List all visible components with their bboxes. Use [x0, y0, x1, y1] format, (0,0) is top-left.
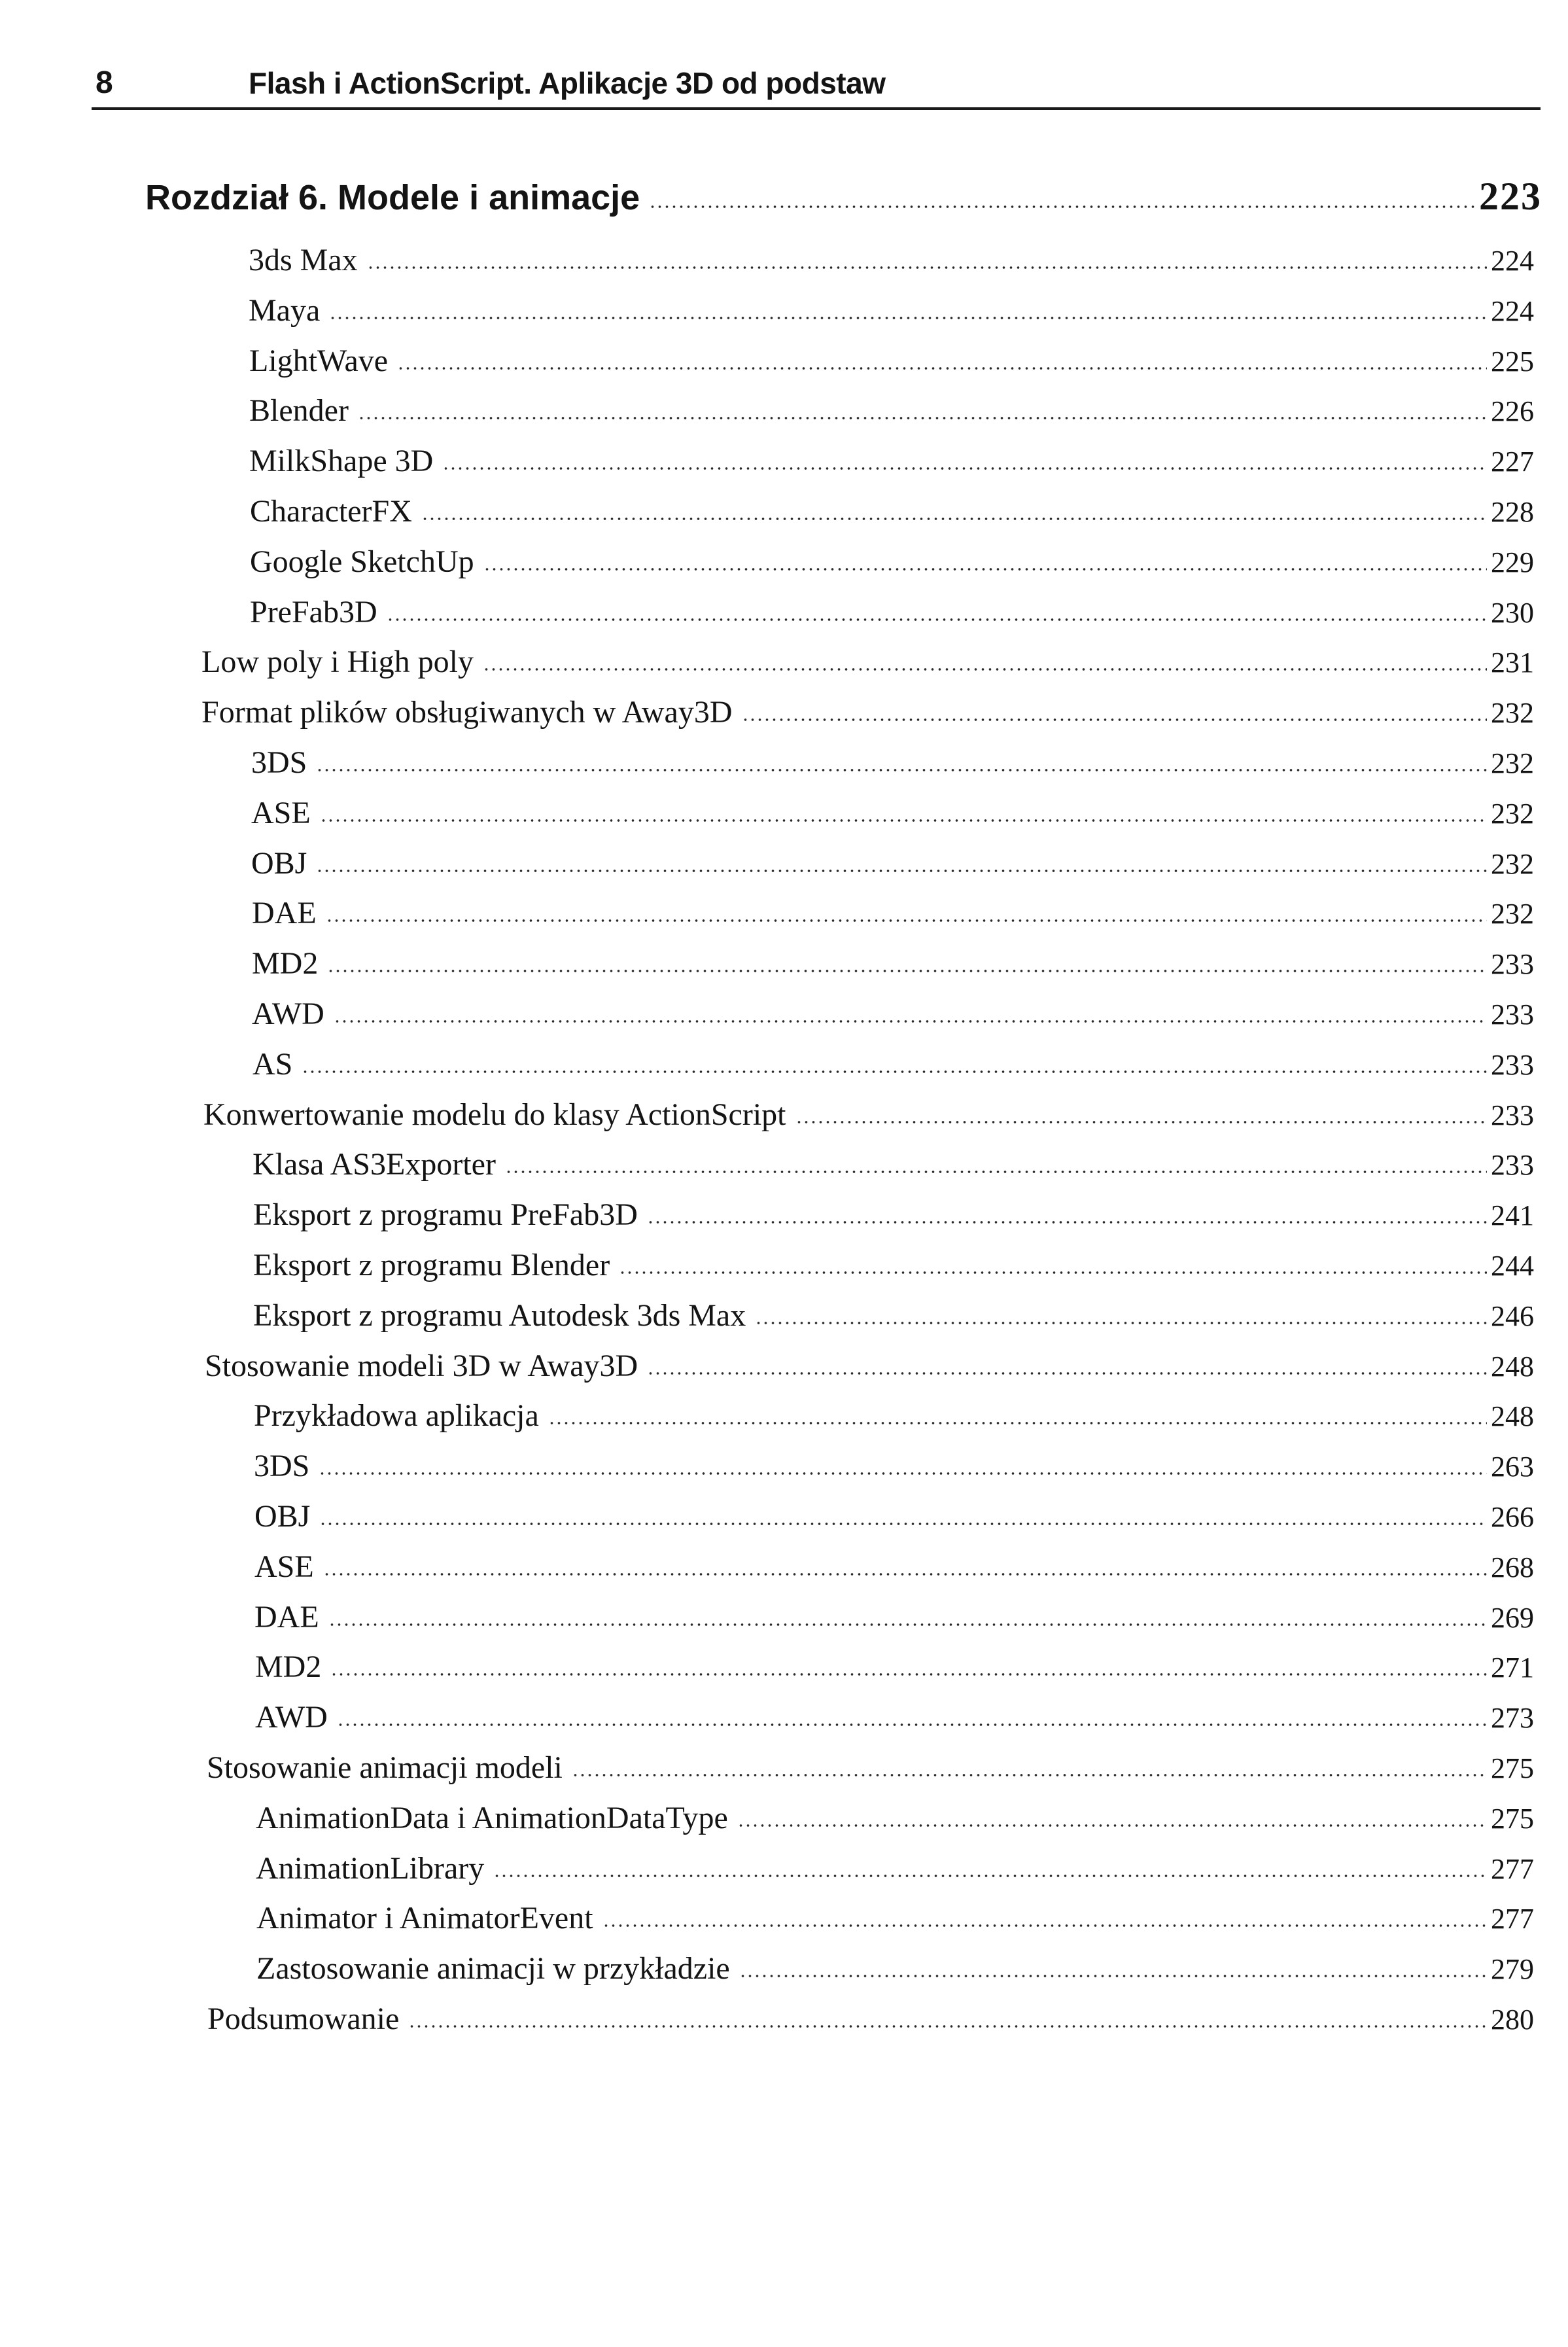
- entry-page-number: 230: [1491, 597, 1534, 629]
- entry-page-number: 277: [1491, 1853, 1534, 1885]
- dot-leader: [334, 1019, 1487, 1024]
- dot-leader: [755, 1320, 1487, 1326]
- toc-section-entry[interactable]: [207, 1994, 1534, 2044]
- dot-leader: [329, 315, 1487, 321]
- entry-page-number: 273: [1491, 1702, 1534, 1734]
- entry-title: MD2: [255, 1650, 322, 1684]
- dot-leader: [367, 265, 1487, 270]
- entry-page-number: 233: [1491, 998, 1534, 1031]
- entry-title: DAE: [254, 1600, 319, 1634]
- entry-title: 3ds Max: [249, 243, 358, 277]
- entry-title: Stosowanie modeli 3D w Away3D: [205, 1349, 638, 1383]
- entry-title: OBJ: [251, 846, 307, 881]
- toc-subsection-entry[interactable]: [249, 336, 1534, 386]
- entry-page-number: 232: [1491, 747, 1534, 779]
- entry-page-number: 228: [1491, 496, 1534, 528]
- toc-section-entry[interactable]: [203, 1090, 1534, 1140]
- dot-leader: [328, 1622, 1487, 1627]
- dot-leader: [739, 1973, 1487, 1979]
- entry-page-number: 275: [1491, 1803, 1534, 1835]
- toc-subsection-entry[interactable]: [249, 236, 1534, 285]
- dot-leader: [397, 366, 1487, 371]
- entry-page-number: 279: [1491, 1953, 1534, 1985]
- toc-section-entry[interactable]: [207, 1743, 1534, 1793]
- toc-subsection-entry[interactable]: [253, 1190, 1534, 1240]
- entry-title: Maya: [249, 293, 321, 328]
- toc-subsection-entry[interactable]: [252, 989, 1534, 1039]
- entry-title: CharacterFX: [250, 494, 412, 529]
- entry-title: AWD: [255, 1700, 328, 1735]
- entry-page-number: 277: [1491, 1903, 1534, 1935]
- entry-title: Klasa AS3Exporter: [253, 1147, 496, 1182]
- toc-subsection-entry[interactable]: [251, 738, 1534, 788]
- entry-title: PreFab3D: [250, 595, 377, 629]
- toc-chapter-heading[interactable]: [145, 169, 1542, 224]
- entry-title: ASE: [251, 796, 311, 830]
- dot-leader: [647, 1371, 1487, 1376]
- entry-title: Przykładowa aplikacja: [254, 1398, 539, 1433]
- dot-leader: [316, 868, 1487, 874]
- entry-page-number: 233: [1491, 948, 1534, 980]
- toc-subsection-entry[interactable]: [254, 1593, 1534, 1642]
- dot-leader: [493, 1873, 1487, 1879]
- entry-title: AS: [253, 1047, 293, 1082]
- entry-title: DAE: [252, 896, 317, 930]
- entry-title: Zastosowanie animacji w przykładzie: [256, 1951, 730, 1986]
- toc-subsection-entry[interactable]: [256, 1894, 1534, 1943]
- entry-title: Low poly i High poly: [201, 644, 474, 679]
- chapter-title: Rozdział 6. Modele i animacje: [145, 178, 640, 217]
- entry-page-number: 232: [1491, 697, 1534, 729]
- entry-page-number: 275: [1491, 1752, 1534, 1784]
- entry-title: Eksport z programu PreFab3D: [253, 1197, 638, 1232]
- toc-subsection-entry[interactable]: [256, 1944, 1534, 1994]
- entry-title: Podsumowanie: [207, 2002, 400, 2036]
- dot-leader: [795, 1120, 1487, 1125]
- toc-subsection-entry[interactable]: [250, 487, 1534, 537]
- dot-leader: [647, 1220, 1487, 1225]
- dot-leader: [326, 918, 1487, 923]
- toc-section-entry[interactable]: [205, 1341, 1534, 1391]
- entry-page-number: 224: [1491, 295, 1534, 327]
- entry-title: LightWave: [249, 344, 389, 378]
- toc-subsection-entry[interactable]: [250, 537, 1534, 587]
- dot-leader: [408, 2024, 1487, 2029]
- entry-page-number: 266: [1491, 1501, 1534, 1533]
- entry-title: Animator i AnimatorEvent: [256, 1901, 593, 1935]
- toc-subsection-entry[interactable]: [256, 1844, 1534, 1894]
- toc-subsection-entry[interactable]: [255, 1693, 1534, 1742]
- toc-subsection-entry[interactable]: [253, 1291, 1534, 1341]
- entry-title: AWD: [252, 997, 324, 1031]
- entry-page-number: 233: [1491, 1149, 1534, 1181]
- toc-subsection-entry[interactable]: [252, 939, 1534, 989]
- entry-page-number: 232: [1491, 898, 1534, 930]
- entry-page-number: 231: [1491, 646, 1534, 679]
- page-number: 8: [96, 65, 113, 100]
- dot-leader: [483, 667, 1487, 672]
- toc-section-entry[interactable]: [201, 637, 1534, 687]
- dot-leader: [323, 1572, 1487, 1577]
- entry-title: Stosowanie animacji modeli: [207, 1750, 563, 1785]
- entry-title: MilkShape 3D: [249, 444, 434, 478]
- dot-leader: [548, 1421, 1487, 1426]
- toc-subsection-entry[interactable]: [255, 1642, 1534, 1692]
- toc-section-entry[interactable]: [201, 688, 1534, 737]
- entry-page-number: 232: [1491, 798, 1534, 830]
- entry-title: ASE: [254, 1549, 314, 1584]
- entry-page-number: 246: [1491, 1300, 1534, 1332]
- entry-title: 3DS: [254, 1449, 310, 1483]
- dot-leader: [330, 1672, 1487, 1677]
- dot-leader: [337, 1722, 1487, 1727]
- toc-subsection-entry[interactable]: [253, 1140, 1534, 1190]
- entry-page-number: 232: [1491, 848, 1534, 880]
- dot-leader: [737, 1823, 1487, 1828]
- dot-leader: [619, 1270, 1487, 1275]
- toc-subsection-entry[interactable]: [254, 1542, 1534, 1592]
- entry-page-number: 244: [1491, 1250, 1534, 1282]
- entry-title: OBJ: [254, 1499, 311, 1534]
- entry-page-number: 229: [1491, 546, 1534, 578]
- entry-title: AnimationData i AnimationDataType: [256, 1801, 728, 1835]
- entry-title: 3DS: [251, 745, 307, 780]
- entry-title: MD2: [252, 946, 319, 981]
- dot-leader: [327, 968, 1487, 974]
- dot-leader: [387, 617, 1487, 622]
- toc-subsection-entry[interactable]: [249, 436, 1534, 486]
- entry-page-number: 271: [1491, 1651, 1534, 1684]
- dot-leader: [505, 1169, 1487, 1174]
- book-title: Flash i ActionScript. Aplikacje 3D od podstaw: [249, 66, 886, 100]
- toc-subsection-entry[interactable]: [256, 1793, 1534, 1843]
- toc-subsection-entry[interactable]: [253, 1241, 1534, 1290]
- entry-page-number: 233: [1491, 1099, 1534, 1131]
- entry-page-number: 226: [1491, 395, 1534, 427]
- entry-page-number: 268: [1491, 1551, 1534, 1583]
- entry-title: Format plików obsługiwanych w Away3D: [201, 695, 733, 730]
- chapter-page-number: 223: [1479, 175, 1542, 218]
- toc-subsection-entry[interactable]: [249, 386, 1534, 436]
- toc-subsection-entry[interactable]: [253, 1040, 1534, 1089]
- toc-subsection-entry[interactable]: [249, 286, 1534, 336]
- entry-title: Eksport z programu Autodesk 3ds Max: [253, 1298, 746, 1333]
- toc-subsection-entry[interactable]: [251, 788, 1534, 838]
- entry-page-number: 280: [1491, 2003, 1534, 2036]
- dot-leader: [742, 717, 1487, 722]
- entry-title: Blender: [249, 393, 349, 428]
- dot-leader: [483, 567, 1487, 572]
- entry-title: Eksport z programu Blender: [253, 1248, 610, 1282]
- dot-leader: [320, 818, 1487, 823]
- entry-title: AnimationLibrary: [256, 1851, 485, 1886]
- toc-subsection-entry[interactable]: [254, 1492, 1534, 1542]
- entry-page-number: 227: [1491, 446, 1534, 478]
- dot-leader: [602, 1923, 1487, 1928]
- entry-page-number: 225: [1491, 345, 1534, 378]
- dot-leader: [358, 415, 1487, 421]
- entry-title: Google SketchUp: [250, 544, 474, 579]
- dot-leader: [572, 1773, 1487, 1778]
- toc-subsection-entry[interactable]: [254, 1441, 1534, 1491]
- entry-page-number: 241: [1491, 1199, 1534, 1231]
- entry-title: Konwertowanie modelu do klasy ActionScript: [203, 1097, 786, 1132]
- toc-subsection-entry[interactable]: [251, 839, 1534, 889]
- entry-page-number: 233: [1491, 1049, 1534, 1081]
- dot-leader: [442, 466, 1487, 471]
- dot-leader: [319, 1521, 1487, 1526]
- entry-page-number: 269: [1491, 1602, 1534, 1634]
- dot-leader: [302, 1069, 1487, 1074]
- dot-leader: [316, 768, 1487, 773]
- toc-subsection-entry[interactable]: [250, 588, 1534, 637]
- dot-leader: [319, 1471, 1487, 1476]
- entry-page-number: 248: [1491, 1350, 1534, 1383]
- toc-subsection-entry[interactable]: [254, 1391, 1534, 1441]
- entry-page-number: 224: [1491, 245, 1534, 277]
- dot-leader: [421, 516, 1487, 521]
- toc-subsection-entry[interactable]: [252, 889, 1534, 938]
- entry-page-number: 263: [1491, 1451, 1534, 1483]
- dot-leader: [649, 204, 1475, 209]
- entry-page-number: 248: [1491, 1400, 1534, 1432]
